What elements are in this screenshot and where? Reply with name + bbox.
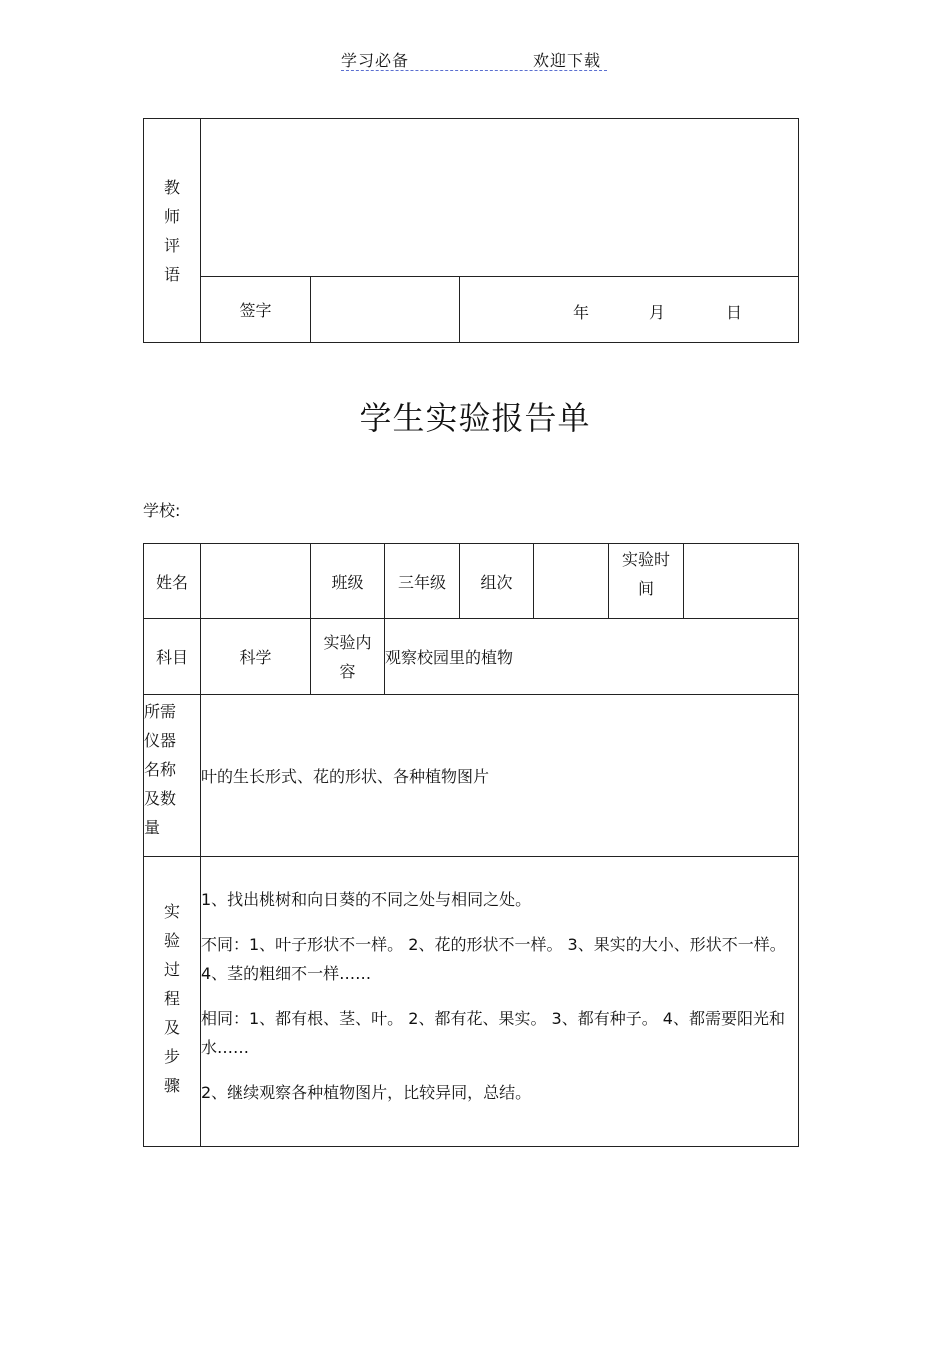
- process-line: 相同：1、都有根、茎、叶。 2、都有花、果实。 3、都有种子。 4、都需要阳光和水……: [201, 1009, 785, 1057]
- report-table: [143, 543, 799, 1147]
- date-day: 日: [726, 302, 743, 322]
- name-field[interactable]: [201, 544, 311, 619]
- header-underline: [341, 70, 607, 71]
- header-right-text: 欢迎下载: [533, 51, 602, 70]
- subject-value: 科学: [201, 619, 311, 695]
- time-field[interactable]: [684, 544, 799, 619]
- group-label: 组次: [460, 544, 534, 619]
- process-content: [201, 857, 799, 1147]
- page-header: [0, 48, 950, 72]
- date-cell: [460, 277, 799, 343]
- page-title: 学生实验报告单: [359, 399, 591, 437]
- sign-label: 签字: [201, 277, 311, 343]
- content-label: 实验内 容: [311, 619, 385, 695]
- name-label: 姓名: [144, 544, 201, 619]
- time-label: 实验时 间: [609, 544, 684, 619]
- date-month: 月: [649, 302, 666, 322]
- content-value: 观察校园里的植物: [385, 619, 799, 695]
- class-value: 三年级: [385, 544, 460, 619]
- equipment-label: 所需 仪器 名称 及数 量: [144, 695, 201, 857]
- process-line: 1、找出桃树和向日葵的不同之处与相同之处。: [201, 890, 532, 909]
- header-left-text: 学习必备: [341, 51, 410, 70]
- sign-field[interactable]: [311, 277, 460, 343]
- date-year: 年: [573, 302, 590, 322]
- process-line: 2、继续观察各种植物图片，比较异同，总结。: [201, 1083, 532, 1102]
- school-label: 学校:: [143, 501, 181, 520]
- class-label: 班级: [311, 544, 385, 619]
- equipment-value: 叶的生长形式、花的形状、各种植物图片: [201, 695, 799, 857]
- group-field[interactable]: [534, 544, 609, 619]
- subject-label: 科目: [144, 619, 201, 695]
- teacher-comment-area[interactable]: [201, 119, 799, 277]
- process-line: 不同：1、叶子形状不一样。 2、花的形状不一样。 3、果实的大小、形状不一样。 4、茎的粗细不一样……: [201, 935, 786, 983]
- process-label: 实 验 过 程 及 步 骤: [144, 857, 201, 1147]
- teacher-comment-label: 教 师 评 语: [144, 119, 201, 343]
- teacher-comment-table: [143, 118, 799, 343]
